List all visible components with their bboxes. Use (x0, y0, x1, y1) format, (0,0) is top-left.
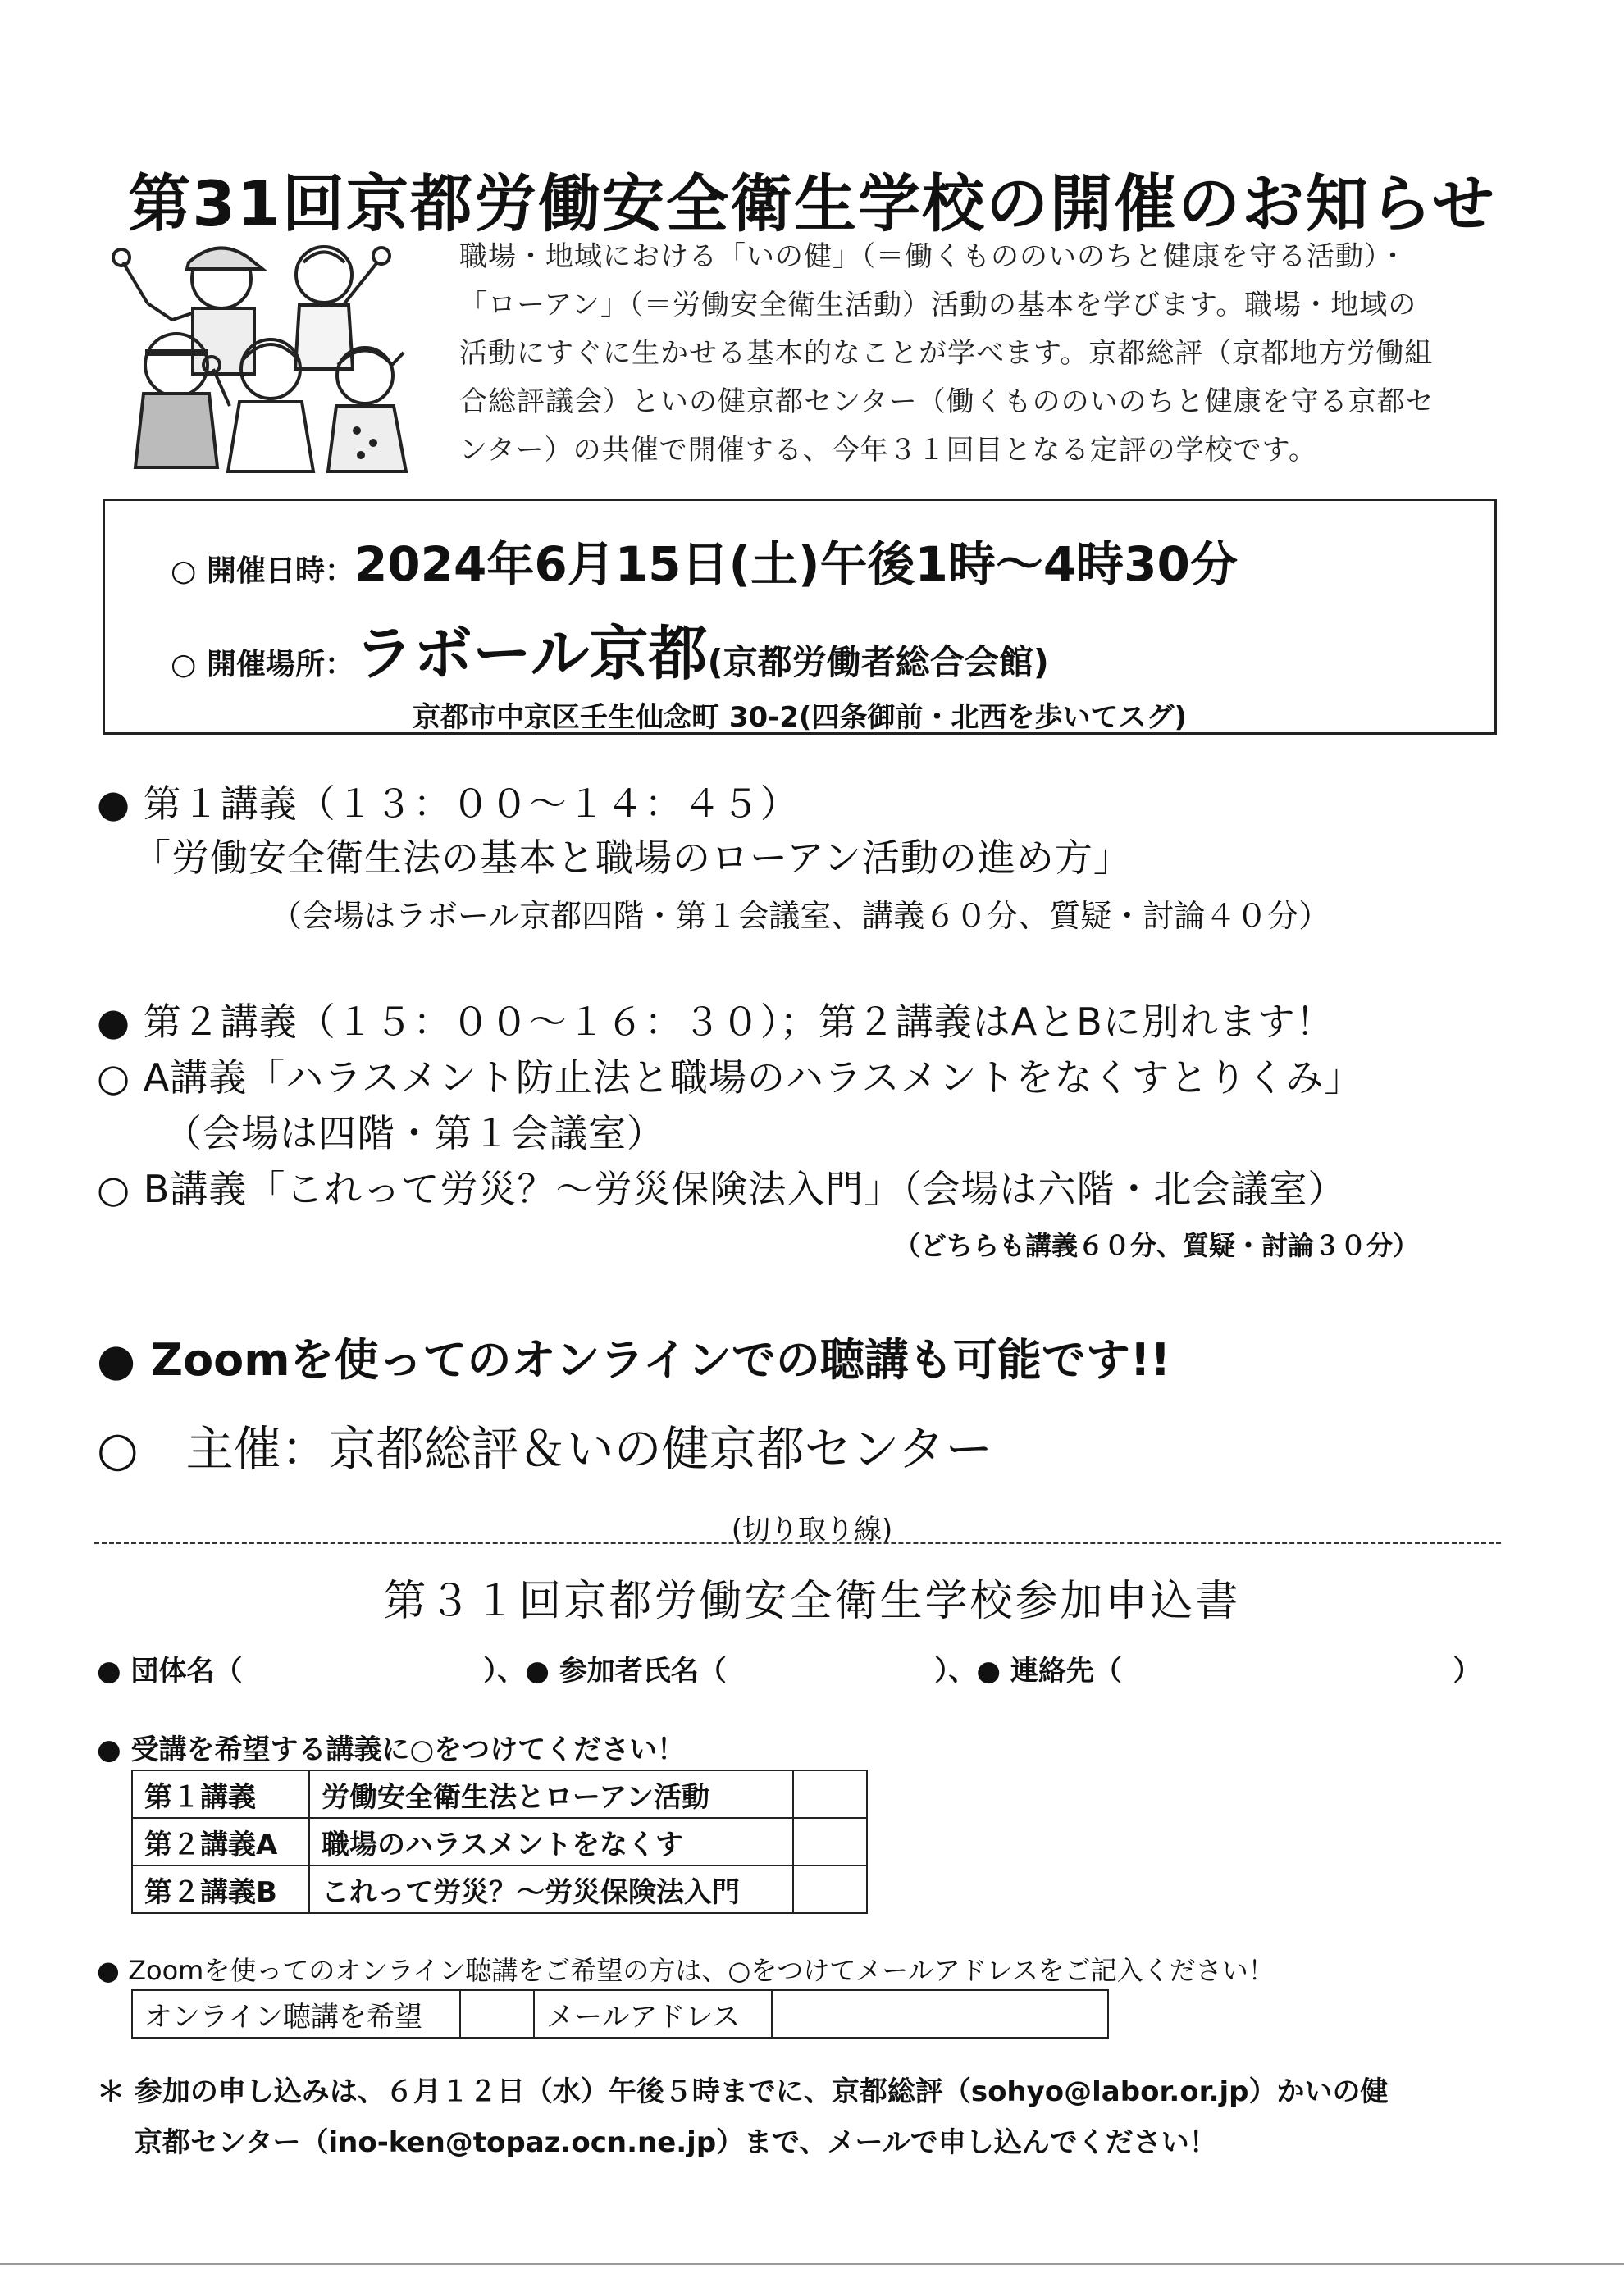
event-place-row (171, 606, 1049, 691)
table-row (132, 1866, 867, 1913)
event-date-label: ○ 開催日時： (171, 554, 354, 588)
event-info-box (103, 499, 1497, 735)
zoom-notice: ● Zoomを使ってのオンラインでの聴講も可能です!! (97, 1334, 1171, 1386)
organizer: ○ 主催：京都総評＆いの健京都センター (97, 1421, 993, 1477)
page-bottom-rule (0, 2263, 1624, 2265)
online-label: オンライン聴講を希望 (132, 1990, 460, 2038)
form-title: 第３１回京都労働安全衛生学校参加申込書 (383, 1577, 1241, 1626)
intro-line: ンター）の共催で開催する、今年３１回目となる定評の学校です。 (459, 434, 1317, 467)
table-row (132, 1818, 867, 1866)
online-check-cell[interactable] (460, 1990, 534, 2038)
intro-line: 活動にすぐに生かせる基本的なことが学べます。京都総評（京都地方労働組 (459, 337, 1434, 370)
form-fields (97, 1648, 1508, 1688)
lecture-select-table (131, 1770, 868, 1914)
lecture-name: 第２講義A (132, 1818, 309, 1866)
intro-line: 合総評議会）といの健京都センター（働くもののいのちと健康を守る京都セ (459, 385, 1435, 418)
event-place-name: ラボール京都 (354, 619, 708, 688)
page-title: 第31回京都労働安全衛生学校の開催のお知らせ (128, 167, 1496, 240)
lecture2-a-line: ○ A講義「ハラスメント防止法と職場のハラスメントをなくすとりくみ」 (97, 1055, 1363, 1100)
online-question: ● Zoomを使ってのオンライン聴講をご希望の方は、○をつけてメールアドレスをご記入ください！ (97, 1955, 1275, 1986)
email-label: メールアドレス (534, 1990, 772, 2038)
online-table (131, 1989, 1109, 2039)
lecture-question: ● 受講を希望する講義に○をつけてください！ (97, 1733, 686, 1766)
cut-line-label: (切り取り線) (731, 1514, 893, 1547)
lecture2-b-line: ○ B講義「これって労災？～労災保険法入門」（会場は六階・北会議室） (97, 1167, 1347, 1211)
event-date-row (171, 526, 1238, 594)
application-note (97, 2066, 1508, 2168)
lecture-check-cell[interactable] (793, 1866, 867, 1913)
workers-illustration (98, 230, 435, 476)
event-date-value: 2024年6月15日(土)午後1時～4時30分 (354, 536, 1238, 592)
lecture-name: 第２講義B (132, 1866, 309, 1913)
lecture1-title: 「労働安全衛生法の基本と職場のローアン活動の進め方」 (133, 836, 1132, 880)
email-field[interactable] (772, 1990, 1108, 2038)
event-place-label: ○ 開催場所： (171, 648, 354, 681)
lecture-check-cell[interactable] (793, 1818, 867, 1866)
note-line: ＊ 参加の申し込みは、６月１２日（水）午後５時までに、京都総評（sohyo@labor.or.jp）かいの健 (97, 2075, 1389, 2108)
table-row (132, 1770, 867, 1818)
intro-line: 「ローアン」（＝労働安全衛生活動）活動の基本を学びます。職場・地域の (459, 289, 1417, 321)
note-line: 京都センター（ino-ken@topaz.ocn.ne.jp）まで、メールで申し込んでください！ (97, 2126, 1217, 2159)
lecture-topic: 労働安全衛生法とローアン活動 (309, 1770, 793, 1818)
lecture-topic: これって労災？～労災保険法入門 (309, 1866, 793, 1913)
lecture2-b-detail: （どちらも講義６０分、質疑・討論３０分） (894, 1230, 1420, 1261)
lecture1-detail: （会場はラボール京都四階・第１会議室、講義６０分、質疑・討論４０分） (271, 898, 1330, 934)
event-place-sub: (京都労働者総合会館) (707, 642, 1049, 682)
table-row (132, 1990, 1108, 2038)
event-address: 京都市中京区壬生仙念町 30-2(四条御前・北西を歩いてスグ) (413, 701, 1187, 734)
lecture2-heading: ● 第２講義（１５：００～１６：３０）；第２講義はAとBに別れます！ (97, 1000, 1334, 1044)
participant-name-label: ）、● 参加者氏名（ (483, 1655, 727, 1688)
lecture-topic: 職場のハラスメントをなくす (309, 1818, 793, 1866)
lecture-name: 第１講義 (132, 1770, 309, 1818)
intro-line: 職場・地域における「いの健」（＝働くもののいのちと健康を守る活動）・ (459, 240, 1407, 273)
cut-line (94, 1542, 1501, 1544)
contact-close: ） (1453, 1655, 1481, 1688)
intro-text (459, 233, 1501, 475)
lecture-check-cell[interactable] (793, 1770, 867, 1818)
lecture1-heading: ● 第１講義（１３：００～１４：４５） (97, 781, 799, 826)
lecture2-a-detail: （会場は四階・第１会議室） (164, 1111, 665, 1155)
contact-label: ）、● 連絡先（ (934, 1655, 1122, 1688)
group-name-label: ● 団体名（ (97, 1655, 243, 1688)
